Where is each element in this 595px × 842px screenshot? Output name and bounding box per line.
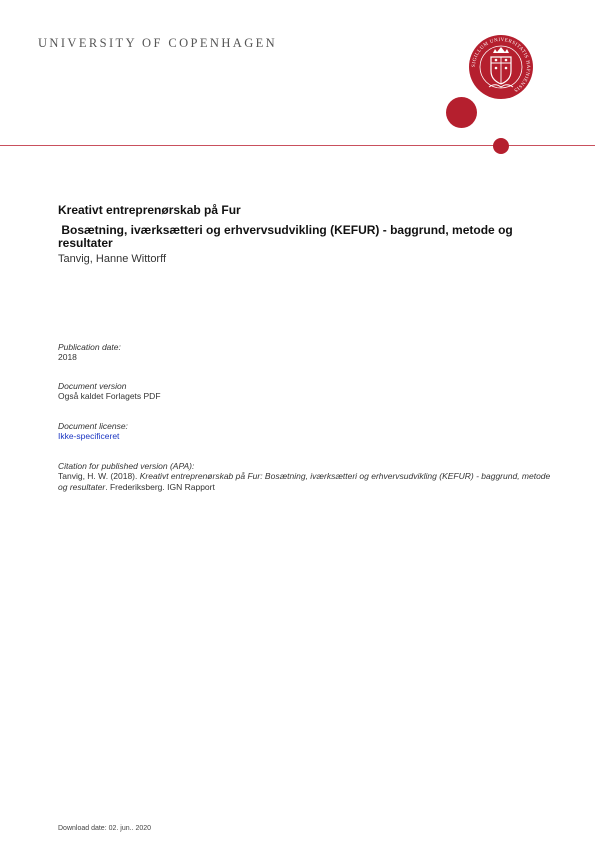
document-author: Tanvig, Hanne Wittorff	[58, 253, 167, 265]
document-license-link[interactable]: Ikke-specificeret	[58, 431, 120, 441]
document-title: Kreativt entreprenørskab på Fur	[58, 203, 241, 217]
document-subtitle: Bosætning, iværksætteri og erhvervsudvikling (KEFUR) - baggrund, metode og resultater	[58, 223, 517, 250]
citation-publisher: . Frederiksberg. IGN Rapport	[105, 482, 215, 492]
citation-authors-year: Tanvig, H. W. (2018).	[58, 471, 140, 481]
citation-label: Citation for published version (APA):	[58, 461, 195, 471]
svg-text:SIGILLUM UNIVERSITATIS HAFNIEN: SIGILLUM UNIVERSITATIS HAFNIENSIS	[471, 37, 531, 93]
document-version-label: Document version	[58, 381, 127, 391]
download-date: Download date: 02. jun.. 2020	[58, 825, 152, 832]
decorative-circle-small	[493, 138, 509, 154]
citation-title: Kreativt entreprenørskab på Fur: Bosætning, iværksætteri og erhvervsudvikling (KEFUR) - baggrund, metode og resultater	[58, 471, 551, 492]
publication-date-value: 2018	[58, 352, 77, 362]
publication-date-label: Publication date:	[58, 342, 121, 352]
document-license-label: Document license:	[58, 421, 128, 431]
decorative-circle-large	[446, 97, 477, 128]
citation-text	[58, 471, 558, 493]
university-name: UNIVERSITY OF COPENHAGEN	[38, 36, 278, 50]
document-version-value: Også kaldet Forlagets PDF	[58, 391, 161, 401]
university-seal-logo	[469, 35, 533, 99]
